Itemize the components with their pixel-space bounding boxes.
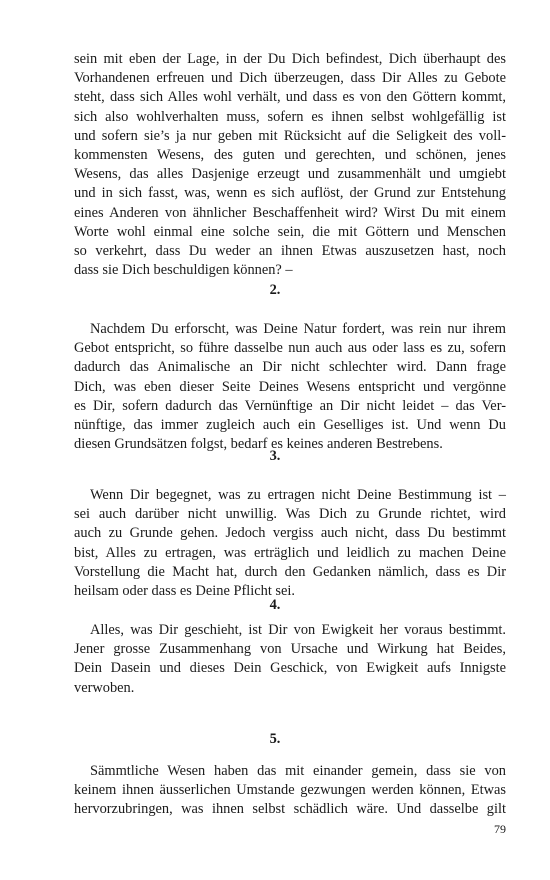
text-line: Alles, was Dir geschieht, ist Dir von Ewigkeit her voraus bestimmt. bbox=[90, 622, 506, 638]
text-line: sich also wohlverhalten muss, sofern es ihnen selbst wohlgefällig ist bbox=[74, 108, 506, 125]
text-line: Jener grosse Zusammenhang von Ursache und Wirkung hat Beides, bbox=[74, 641, 506, 658]
text-line: Wesens, das alles Dasjenige erzeugt und zusammenhält und umgiebt bbox=[74, 166, 506, 183]
text-line: heilsam oder dass es Deine Pflicht sei. bbox=[74, 583, 296, 600]
text-line: eines Anderen von ähnlicher Beschaffenheit wird? Wirst Du mit einem bbox=[74, 204, 506, 221]
text-line: Vorstellung die Macht hat, durch den Gedanken nämlich, dass es Dir bbox=[74, 563, 506, 580]
text-line: steht, dass sich Alles wohl verhält, und dass es von den Göttern kommt, bbox=[74, 89, 506, 106]
text-line: kommensten Wesens, des guten und gerechten, und schönen, jenes bbox=[74, 147, 506, 164]
section-number-3: 3. bbox=[269, 448, 281, 464]
text-line: Gebot entspricht, so führe dasselbe nun auch aus oder lass es zu, sofern bbox=[74, 340, 506, 357]
text-line: nünftige, das immer zugleich auch ein Geselliges ist. Und wenn Du bbox=[74, 417, 506, 434]
text-line: Nachdem Du erforscht, was Deine Natur fordert, was rein nur ihrem bbox=[90, 321, 506, 337]
section-number-4: 4. bbox=[269, 597, 281, 613]
paragraph-3 bbox=[74, 486, 506, 601]
text-line: sein mit eben der Lage, in der Du Dich befindest, Dich überhaupt des bbox=[74, 51, 506, 67]
text-line: es Dir, sofern dadurch das Vernünftige an Dir nicht leidet – das Ver- bbox=[74, 397, 506, 414]
text-line: Sämmtliche Wesen haben das mit einander gemein, dass sie von bbox=[90, 763, 506, 779]
text-line: Worte wohl einmal eine solche sein, die mit Göttern und Menschen bbox=[74, 223, 506, 240]
paragraph-4 bbox=[74, 621, 506, 698]
text-line: auch zu Grunde gehen. Jedoch vergiss auch nicht, dass Du bestimmt bbox=[74, 525, 506, 542]
text-line: hervorzubringen, was ihnen selbst schädlich wäre. Und dasselbe gilt bbox=[74, 801, 506, 818]
text-line: bist, Alles zu ertragen, was erträglich und leidlich zu machen Deine bbox=[74, 544, 506, 561]
text-line: diesen Grundsätzen folgst, bedarf es keines anderen Bestrebens. bbox=[74, 436, 443, 453]
text-line: sei auch darüber nicht unwillig. Was Dich zu Grunde richtet, wird bbox=[74, 506, 506, 523]
section-number-2: 2. bbox=[269, 282, 281, 298]
page-number: 79 bbox=[494, 822, 506, 836]
text-line: dadurch das Animalische an Dir nicht schlechter wird. Dann frage bbox=[74, 359, 506, 376]
text-line: und in sich fasst, was, wenn es sich auflöst, der Grund zur Entstehung bbox=[74, 185, 506, 202]
text-line: verwoben. bbox=[74, 679, 135, 696]
text-line: Wenn Dir begegnet, was zu ertragen nicht Deine Bestimmung ist – bbox=[90, 487, 506, 503]
paragraph-2 bbox=[74, 320, 506, 454]
text-line: so verkehrt, dass Du weder an ihnen Etwas auszusetzen hast, noch bbox=[74, 243, 506, 260]
text-line: dass sie Dich beschuldigen können? – bbox=[74, 262, 293, 279]
paragraph-5 bbox=[74, 762, 506, 820]
text-line: und sofern sie’s ja nur geben mit Rücksicht auf die Seligkeit des voll- bbox=[74, 127, 506, 144]
text-line: Dein Dasein und dieses Dein Geschick, von Ewigkeit aufs Innigste bbox=[74, 660, 506, 677]
section-number-5: 5. bbox=[269, 731, 281, 747]
text-line: Vorhandenen erfreuen und Dich überzeugen, dass Dir Alles zu Gebote bbox=[74, 70, 506, 87]
text-line: Dich, was eben dieser Seite Deines Wesens entspricht und vergönne bbox=[74, 378, 506, 395]
paragraph-1 bbox=[74, 50, 506, 280]
text-line: keinem ihnen äusserlichen Umstande gezwungen werden können, Etwas bbox=[74, 782, 506, 799]
